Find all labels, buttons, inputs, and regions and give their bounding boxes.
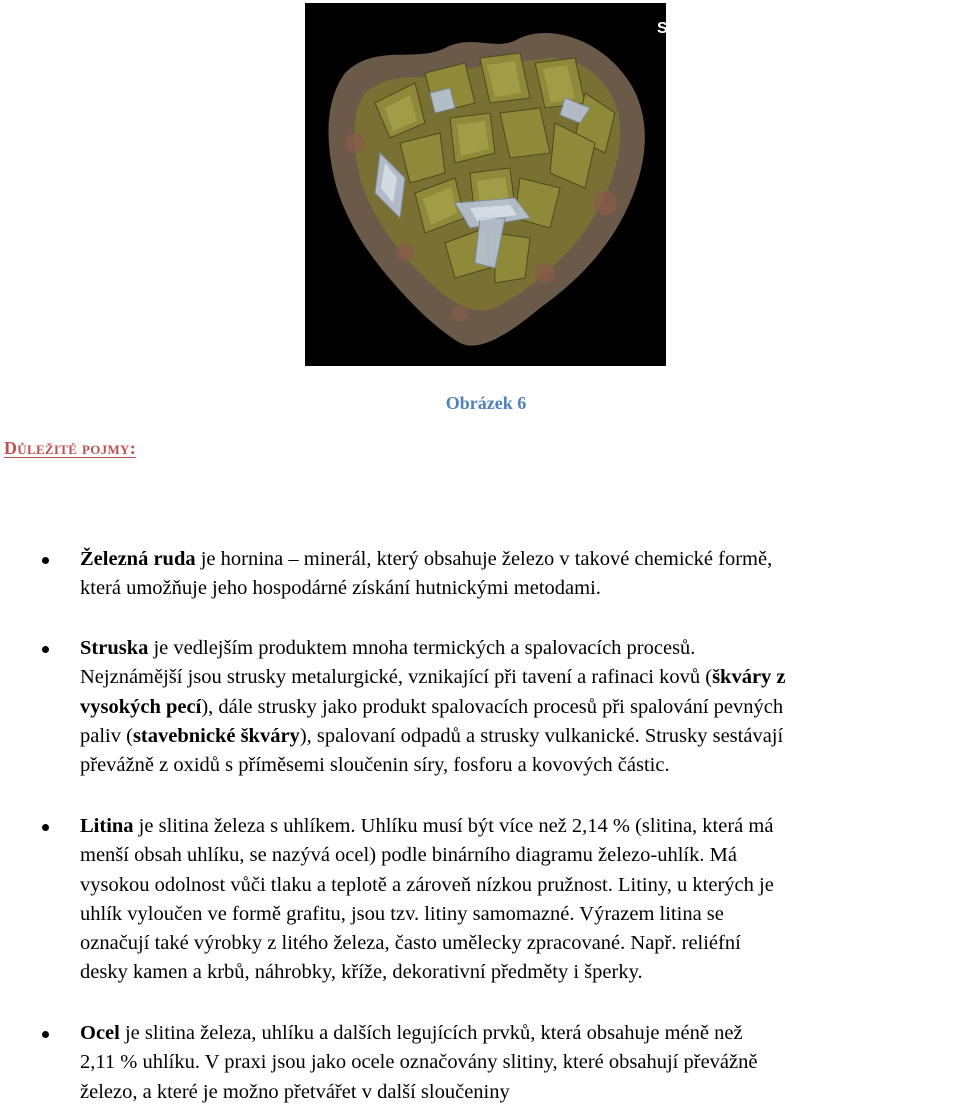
- bold-term: škváry z: [712, 666, 786, 689]
- text-segment: uhlík vyloučen ve formě grafitu, jsou tzv. litiny samomazné. Výrazem litina se: [80, 902, 724, 925]
- bold-term: Struska: [80, 637, 149, 659]
- bold-term: vysokých pecí: [80, 695, 202, 718]
- term-text-line: [80, 958, 960, 987]
- term-text-line: [80, 1078, 960, 1107]
- mineral-illustration: [305, 3, 666, 366]
- bullet-icon: [42, 1031, 49, 1038]
- term-text-line: [80, 841, 960, 870]
- term-text-line: [80, 929, 960, 958]
- term-text-line: [80, 634, 960, 663]
- figure-label: SIDERIT: [657, 20, 722, 37]
- text-segment: desky kamen a krbů, náhrobky, kříže, dekorativní předměty i šperky.: [80, 961, 643, 984]
- text-segment: je vedlejším produktem mnoha termických a spalovacích procesů.: [148, 637, 696, 659]
- bold-term: Litina: [80, 815, 134, 837]
- term-text-line: [80, 1048, 960, 1077]
- term-text-line: [80, 722, 960, 751]
- text-segment: paliv (: [80, 724, 133, 747]
- term-text-line: [80, 900, 960, 929]
- text-segment: je hornina – minerál, který obsahuje železo v takové chemické formě,: [195, 548, 773, 570]
- text-segment: označují také výrobky z litého železa, často umělecky zpracované. Např. reliéfní: [80, 932, 741, 955]
- bullet-icon: [42, 824, 49, 831]
- term-steel: [80, 1019, 960, 1107]
- bold-term: Ocel: [80, 1022, 120, 1044]
- bullet-icon: [42, 646, 49, 653]
- text-segment: je slitina železa, uhlíku a dalších legujících prvků, která obsahuje méně než: [119, 1022, 743, 1044]
- text-segment: je slitina železa s uhlíkem. Uhlíku musí být více než 2,14 % (slitina, která má: [133, 815, 774, 837]
- text-segment: vysokou odolnost vůči tlaku a teplotě a zároveň nízkou pružnost. Litiny, u kterých je: [80, 873, 774, 896]
- term-iron-ore: [80, 545, 960, 604]
- text-segment: která umožňuje jeho hospodárné získání hutnickými metodami.: [80, 577, 601, 600]
- text-segment: převážně z oxidů s příměsemi sloučenin síry, fosforu a kovových částic.: [80, 754, 670, 777]
- bold-term: stavebnické škváry: [132, 724, 300, 747]
- text-segment: ), spalovaní odpadů a strusky vulkanické. Strusky sestávají: [299, 724, 784, 747]
- text-segment: 2,11 % uhlíku. V praxi jsou jako ocele označovány slitiny, které obsahují převážně: [80, 1051, 758, 1074]
- siderite-mineral-photo: [305, 3, 722, 366]
- term-slag: [80, 634, 960, 780]
- text-segment: železo, a které je možno přetvářet v další sloučeniny: [80, 1080, 510, 1103]
- bullet-icon: [42, 557, 49, 564]
- term-text-line: [80, 1019, 960, 1048]
- text-segment: menší obsah uhlíku, se nazývá ocel) podle binárního diagramu železo-uhlík. Má: [80, 844, 737, 867]
- term-text-line: [80, 751, 960, 780]
- term-text-line: [80, 812, 960, 841]
- text-segment: Nejznámější jsou strusky metalurgické, vznikající při tavení a rafinaci kovů (: [80, 666, 713, 689]
- term-text-line: [80, 663, 960, 692]
- term-text-line: [80, 871, 960, 900]
- figure-caption: Obrázek 6: [445, 393, 527, 413]
- term-text-line: [80, 693, 960, 722]
- term-text-line: [80, 545, 960, 574]
- bold-term: Železná ruda: [80, 548, 196, 570]
- term-cast-iron: [80, 812, 960, 988]
- section-heading: Důležité pojmy:: [4, 438, 137, 458]
- term-text-line: [80, 574, 960, 603]
- text-segment: ), dále strusky jako produkt spalovacích procesů při spalování pevných: [201, 695, 784, 718]
